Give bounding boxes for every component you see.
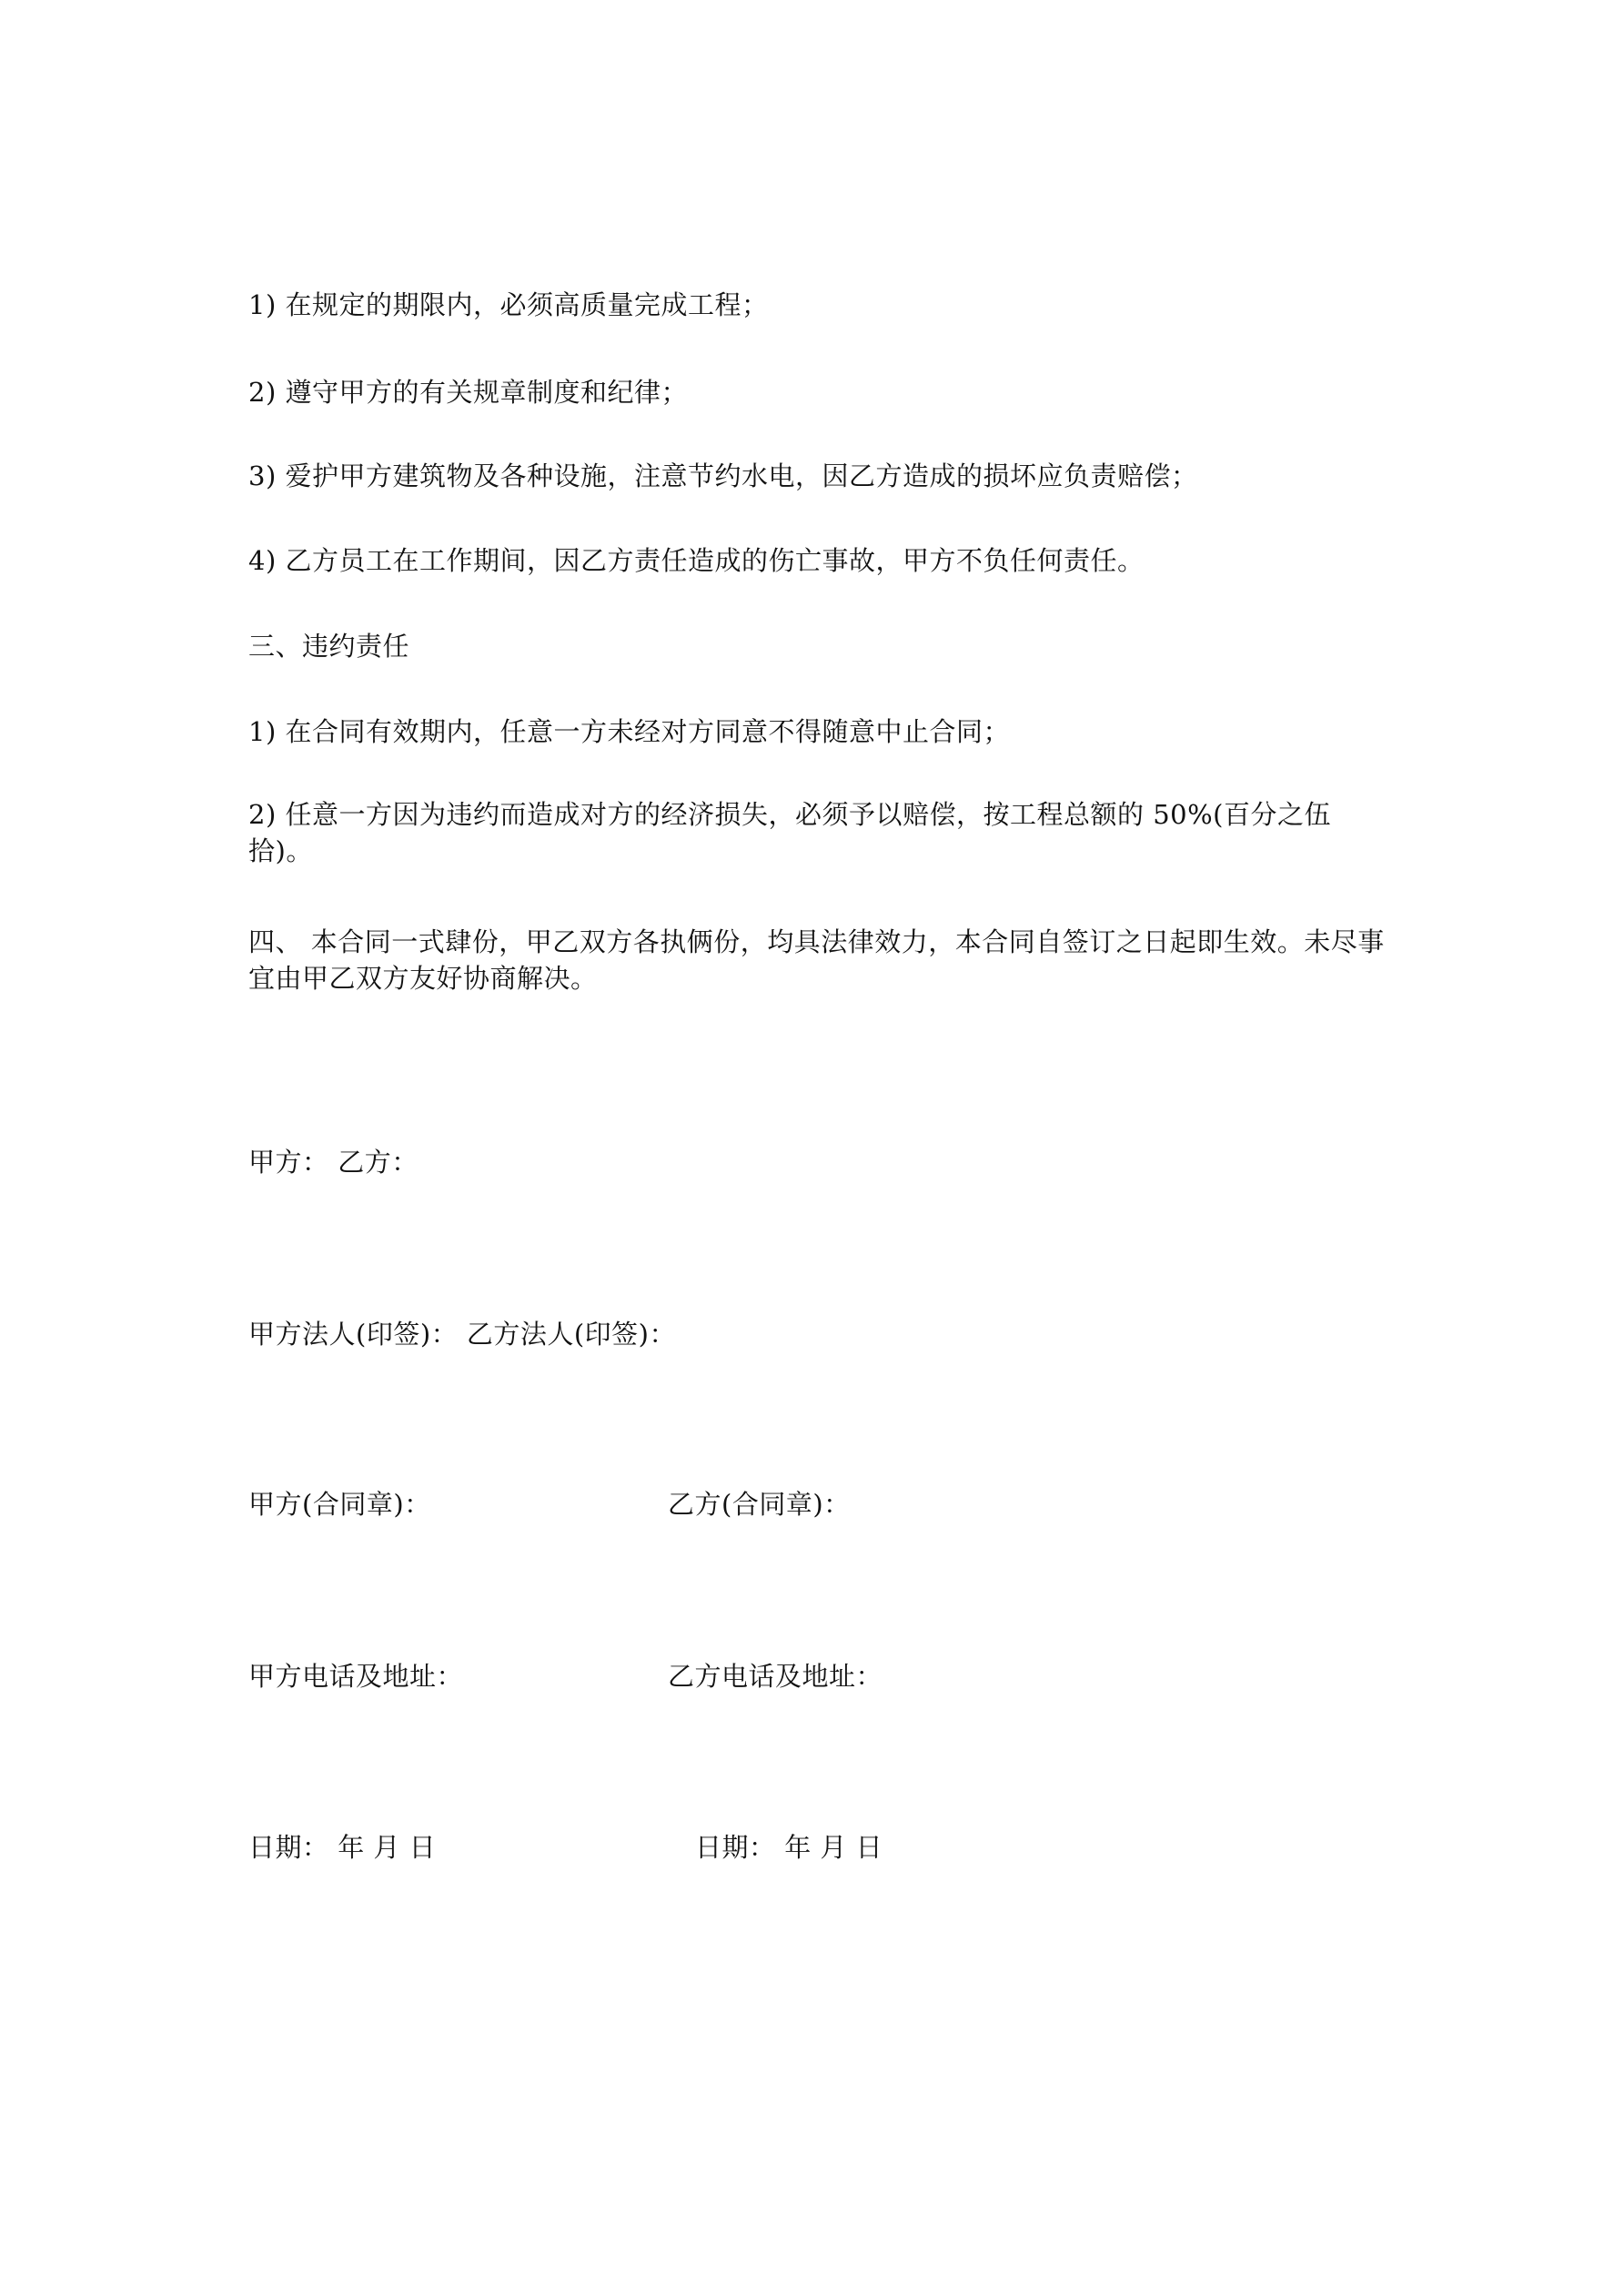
date-party-a: 日期： 年 月 日 (248, 1832, 437, 1863)
contact-party-a: 甲方电话及地址： (248, 1661, 464, 1692)
obligation-item-3: 3) 爱护甲方建筑物及各种设施，注意节约水电，因乙方造成的损坏应负责赔偿； (248, 460, 1198, 491)
contact-party-b: 乙方电话及地址： (668, 1661, 883, 1692)
obligation-item-2: 2) 遵守甲方的有关规章制度和纪律； (248, 377, 688, 408)
obligation-item-4: 4) 乙方员工在工作期间，因乙方责任造成的伤亡事故，甲方不负任何责任。 (248, 545, 1145, 576)
seal-party-a: 甲方(合同章)： (248, 1489, 431, 1520)
signature-legal-reps: 甲方法人(印签)： 乙方法人(印签)： (248, 1319, 676, 1350)
breach-item-1: 1) 在合同有效期内，任意一方未经对方同意不得随意中止合同； (248, 716, 1010, 747)
obligation-item-1: 1) 在规定的期限内，必须高质量完成工程； (248, 289, 769, 320)
signature-parties: 甲方： 乙方： (248, 1147, 419, 1178)
date-party-b: 日期： 年 月 日 (695, 1832, 883, 1863)
breach-heading: 三、违约责任 (248, 631, 410, 662)
section-4-text: 四、 本合同一式肆份，甲乙双方各执俩份，均具法律效力，本合同自签订之日起即生效。未尽事宜由甲乙双方友好协商解决。 (248, 926, 1385, 994)
breach-item-2: 2) 任意一方因为违约而造成对方的经济损失，必须予以赔偿，按工程总额的 50%(百分之伍拾)。 (248, 799, 1331, 866)
seal-party-b: 乙方(合同章)： (668, 1489, 851, 1520)
